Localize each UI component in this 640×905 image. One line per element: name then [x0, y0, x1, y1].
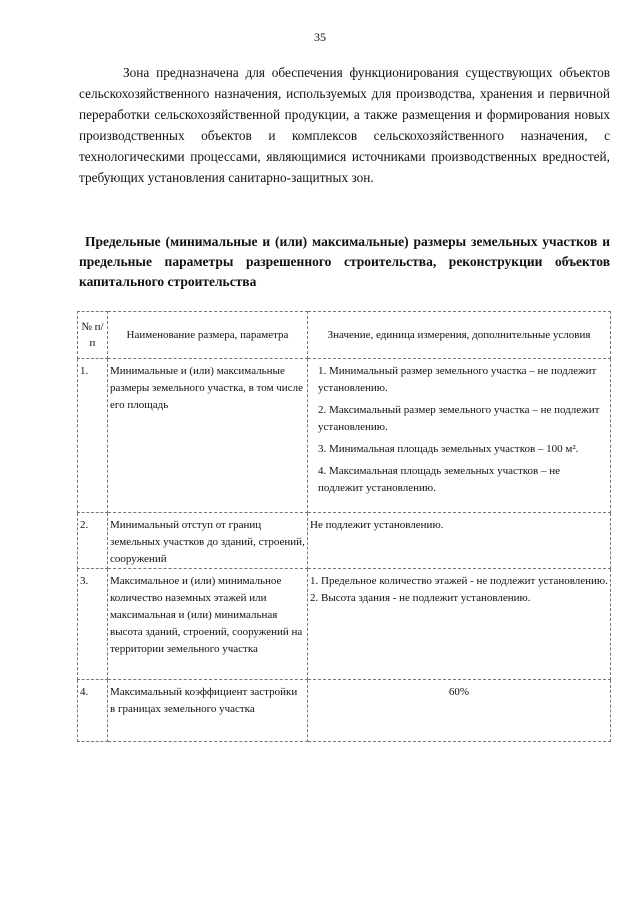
- row-number: 1.: [78, 359, 108, 513]
- parameter-value: [308, 359, 611, 513]
- value-item: 1. Предельное количество этажей - не подлежит установлению.: [310, 575, 608, 587]
- table-row: [78, 359, 611, 513]
- table-header-row: [78, 312, 611, 359]
- intro-paragraph: Зона предназначена для обеспечения функционирования существующих объектов сельскохозяйственного назначения, используемых для производства, хранения и первичной переработки сельскохозяйственной продукции, а также размещения и формирования новых производственных объектов и комплексов сельскохозяйственного назначения, с технологическими процессами, являющимися источниками производственных вредностей, требующих установления санитарно-защитных зон.: [79, 65, 610, 185]
- value-item: Не подлежит установлению.: [310, 519, 444, 531]
- parameter-name: Минимальные и (или) максимальные размеры земельного участка, в том числе его площадь: [108, 359, 308, 513]
- value-item: 60%: [448, 686, 470, 698]
- value-item: 2. Максимальный размер земельного участка – не подлежит установлению.: [318, 404, 600, 433]
- parameter-name: Максимальный коэффициент застройки в границах земельного участка: [108, 680, 308, 742]
- value-item: 1. Минимальный размер земельного участка – не подлежит установлению.: [318, 365, 597, 394]
- parameter-name: Минимальный отступ от границ земельных участков до зданий, строений, сооружений: [108, 513, 308, 569]
- row-number: 2.: [78, 513, 108, 569]
- row-number: 3.: [78, 569, 108, 680]
- parameter-value: [308, 513, 611, 569]
- header-value: Значение, единица измерения, дополнительные условия: [308, 312, 611, 359]
- header-num: № п/п: [78, 312, 108, 359]
- value-item: 2. Высота здания - не подлежит установлению.: [310, 592, 531, 604]
- page-number: 35: [314, 30, 326, 44]
- table-row: [78, 569, 611, 680]
- section-heading: Предельные (минимальные и (или) максимальные) размеры земельных участков и предельные параметры разрешенного строительства, реконструкции объектов капитального строительства: [79, 234, 610, 289]
- row-number: 4.: [78, 680, 108, 742]
- value-item: 3. Минимальная площадь земельных участков – 100 м².: [318, 443, 579, 455]
- table-row: [78, 680, 611, 742]
- parameters-table: [77, 311, 611, 742]
- value-item: 4. Максимальная площадь земельных участков – не подлежит установлению.: [318, 465, 560, 494]
- header-name: Наименование размера, параметра: [108, 312, 308, 359]
- parameter-value: [308, 680, 611, 742]
- parameter-name: Максимальное и (или) минимальное количество наземных этажей или максимальная и (или) минимальная высота зданий, строений, сооружений на территории земельного участка: [108, 569, 308, 680]
- parameter-value: [308, 569, 611, 680]
- table-row: [78, 513, 611, 569]
